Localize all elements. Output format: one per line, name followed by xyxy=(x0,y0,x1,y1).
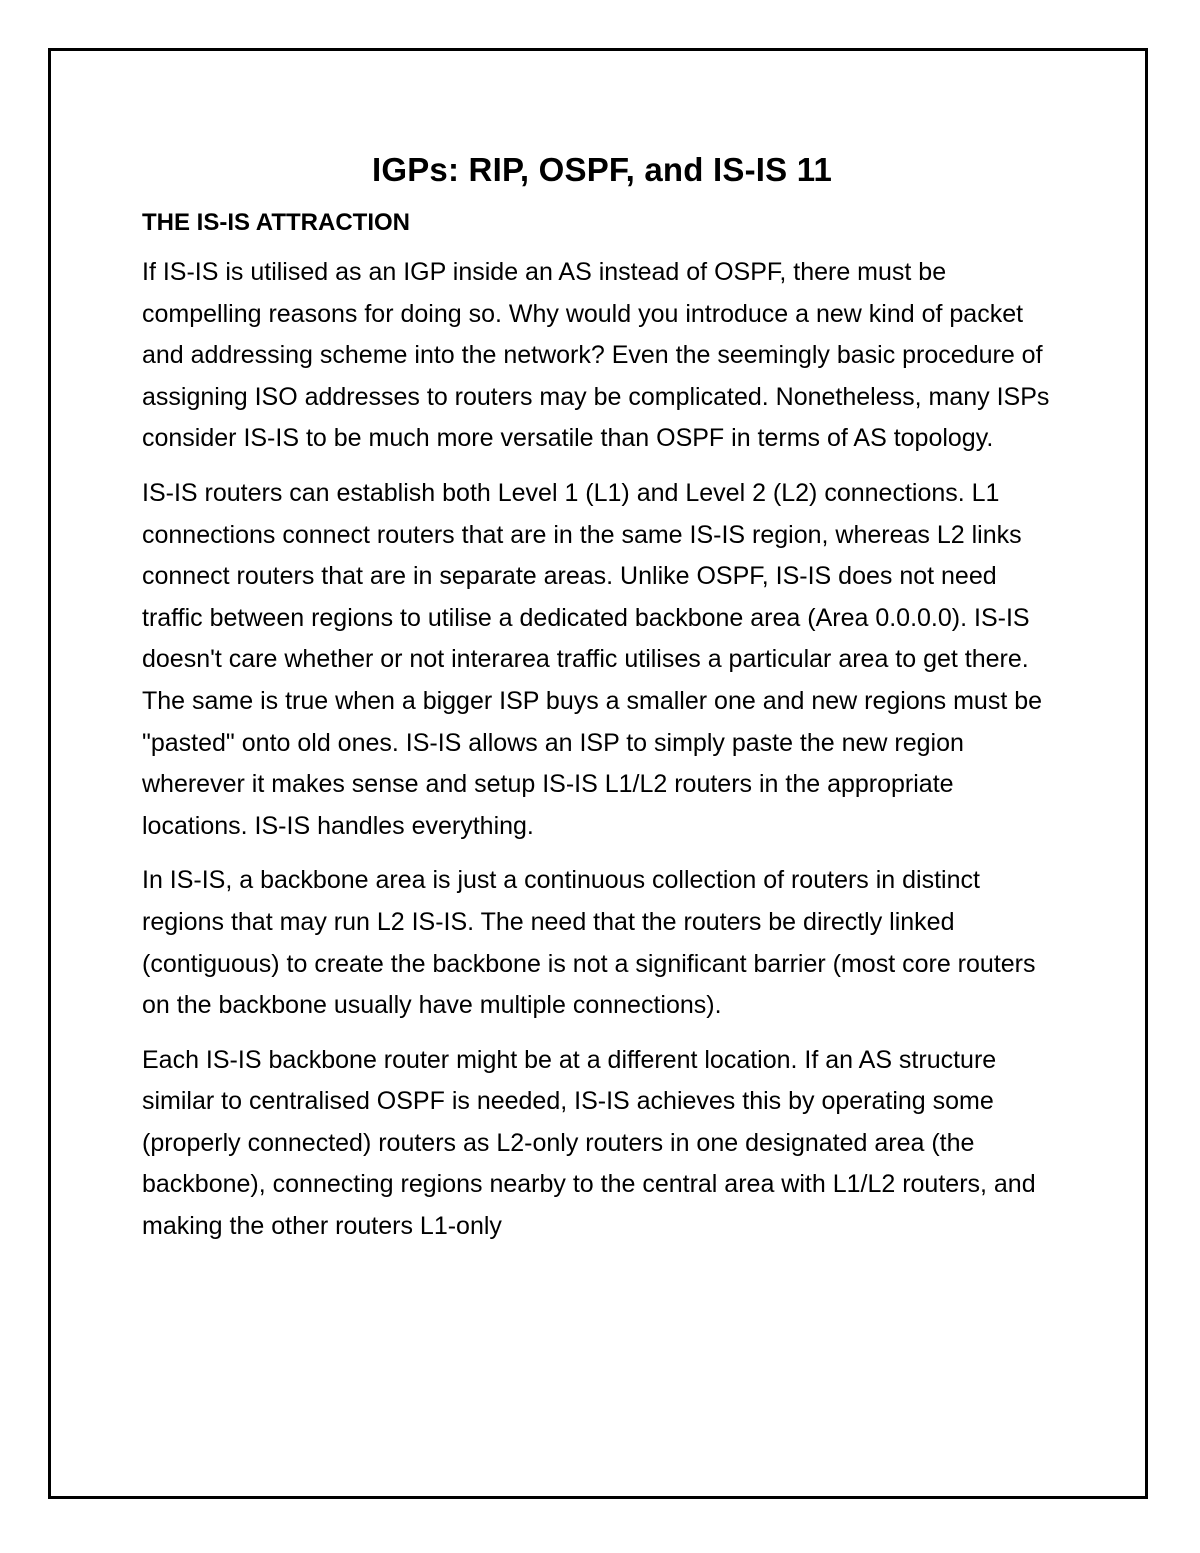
paragraph-3: In IS-IS, a backbone area is just a continuous collection of routers in distinct regions that may run L2 IS-IS. The need that the routers be directly linked (contiguous) to create the backbone is not a significant barrier (most core routers on the backbone usually have multiple connections). xyxy=(142,866,1036,1020)
page-title: IGPs: RIP, OSPF, and IS-IS 11 xyxy=(371,151,833,188)
paragraph-4: Each IS-IS backbone router might be at a different location. If an AS structure similar to centralised OSPF is needed, IS-IS achieves this by operating some (properly connected) routers as L2-only routers in one designated area (the backbone), connecting regions nearby to the central area with L1/L2 routers, and making the other routers L1-only xyxy=(142,1045,1036,1241)
paragraph-1: If IS-IS is utilised as an IGP inside an AS instead of OSPF, there must be compelling reasons for doing so. Why would you introduce a new kind of packet and addressing scheme into the network? Even the seemingly basic procedure of assigning ISO addresses to routers may be complicated. Nonetheless, many ISPs consider IS-IS to be much more versatile than OSPF in terms of AS topology. xyxy=(142,258,1050,453)
paragraph-2: IS-IS routers can establish both Level 1 (L1) and Level 2 (L2) connections. L1 connections connect routers that are in the same IS-IS region, whereas L2 links connect routers that are in separate areas. Unlike OSPF, IS-IS does not need traffic between regions to utilise a dedicated backbone area (Area 0.0.0.0). IS-IS doesn't care whether or not interarea traffic utilises a particular area to get there. The same is true when a bigger ISP buys a smaller one and new regions must be "pasted" onto old ones. IS-IS allows an ISP to simply paste the new region wherever it makes sense and setup IS-IS L1/L2 routers in the appropriate locations. IS-IS handles everything. xyxy=(142,478,1043,840)
document-body xyxy=(142,150,1062,1261)
section-heading: THE IS-IS ATTRACTION xyxy=(142,209,410,236)
